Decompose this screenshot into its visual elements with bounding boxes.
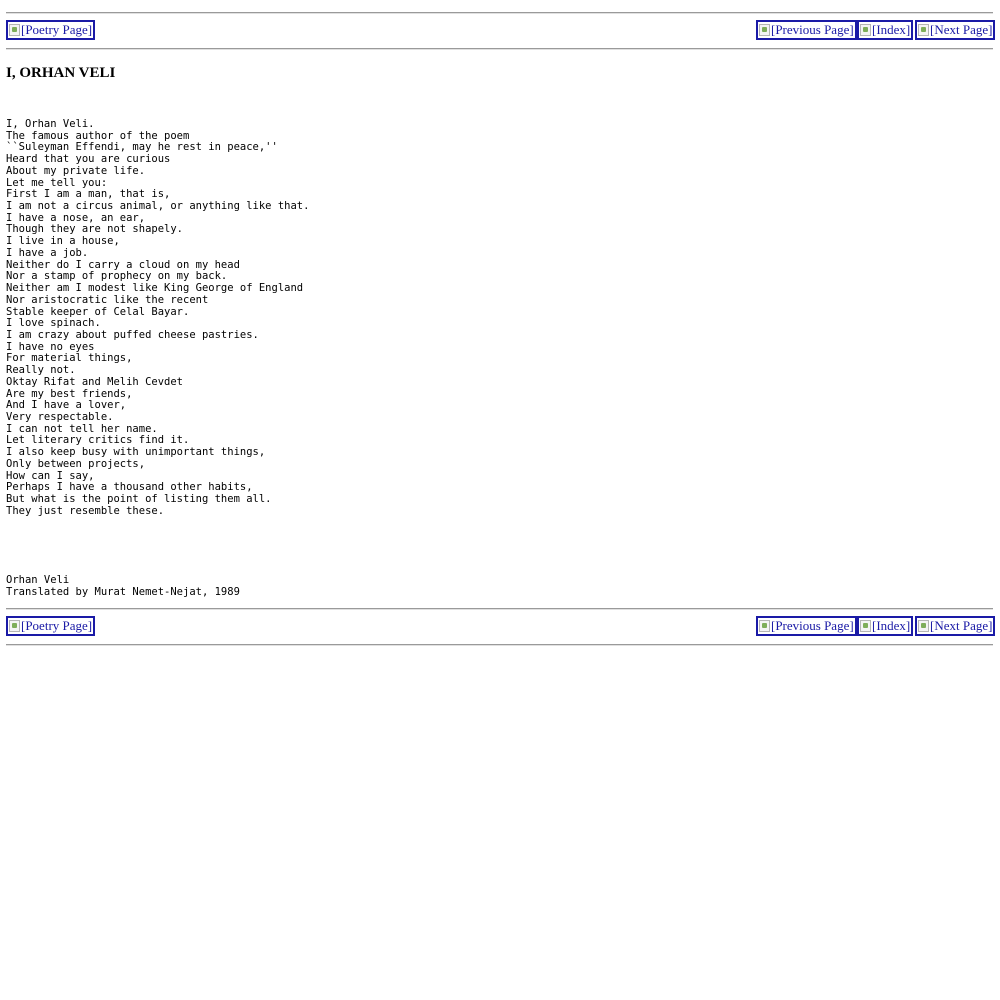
top-poetry-page-link[interactable]	[6, 20, 95, 40]
top-index-label: [Index]	[872, 22, 911, 37]
bottom-next-page-link[interactable]	[915, 616, 995, 636]
top-previous-page-label: [Previous Page]	[771, 22, 854, 37]
top-nav-bar	[6, 20, 994, 40]
broken-image-icon	[860, 24, 871, 36]
broken-image-icon	[918, 620, 929, 632]
bottom-rule-lower	[6, 644, 993, 646]
broken-image-icon	[860, 620, 871, 632]
broken-image-icon	[9, 24, 20, 36]
poem-title: I, ORHAN VELI	[6, 65, 116, 81]
top-index-link[interactable]	[857, 20, 913, 40]
bottom-previous-page-link[interactable]	[756, 616, 857, 636]
top-next-page-link[interactable]	[915, 20, 995, 40]
bottom-next-page-label: [Next Page]	[930, 618, 993, 633]
bottom-index-label: [Index]	[872, 618, 911, 633]
bottom-rule-upper	[6, 608, 993, 610]
broken-image-icon	[759, 620, 770, 632]
bottom-poetry-page-label: [Poetry Page]	[21, 618, 93, 633]
broken-image-icon	[9, 620, 20, 632]
poem-text: I, Orhan Veli. The famous author of the poem ``Suleyman Effendi, may he rest in peace,'' Heard that you are curious About my private life. Let me tell you: First I am a man, that is, I am not a circus animal, or anything like that. I have a nose, an ear, Though they are not shapely. I live in a house, I have a job. Neither do I carry a cloud on my head Nor a stamp of prophecy on my back. Neither am I modest like King George of England Nor aristocratic like the recent Stable keeper of Celal Bayar. I love spinach. I am crazy about puffed cheese pastries. I have no eyes For material things, Really not. Oktay Rifat and Melih Cevdet Are my best friends, And I have a lover, Very respectable. I can not tell her name. Let literary critics find it. I also keep busy with unimportant things, Only between projects, How can I say, Perhaps I have a thousand other habits, But what is the point of listing them all. They just resemble these.	[6, 118, 310, 517]
top-rule-upper	[6, 12, 993, 14]
bottom-index-link[interactable]	[857, 616, 913, 636]
broken-image-icon	[918, 24, 929, 36]
top-next-page-label: [Next Page]	[930, 22, 993, 37]
bottom-nav-bar	[6, 616, 994, 636]
broken-image-icon	[759, 24, 770, 36]
top-previous-page-link[interactable]	[756, 20, 857, 40]
poem-signature: Orhan Veli Translated by Murat Nemet-Nejat, 1989	[6, 574, 240, 598]
bottom-previous-page-label: [Previous Page]	[771, 618, 854, 633]
bottom-poetry-page-link[interactable]	[6, 616, 95, 636]
top-rule-lower	[6, 48, 993, 50]
top-poetry-page-label: [Poetry Page]	[21, 22, 93, 37]
